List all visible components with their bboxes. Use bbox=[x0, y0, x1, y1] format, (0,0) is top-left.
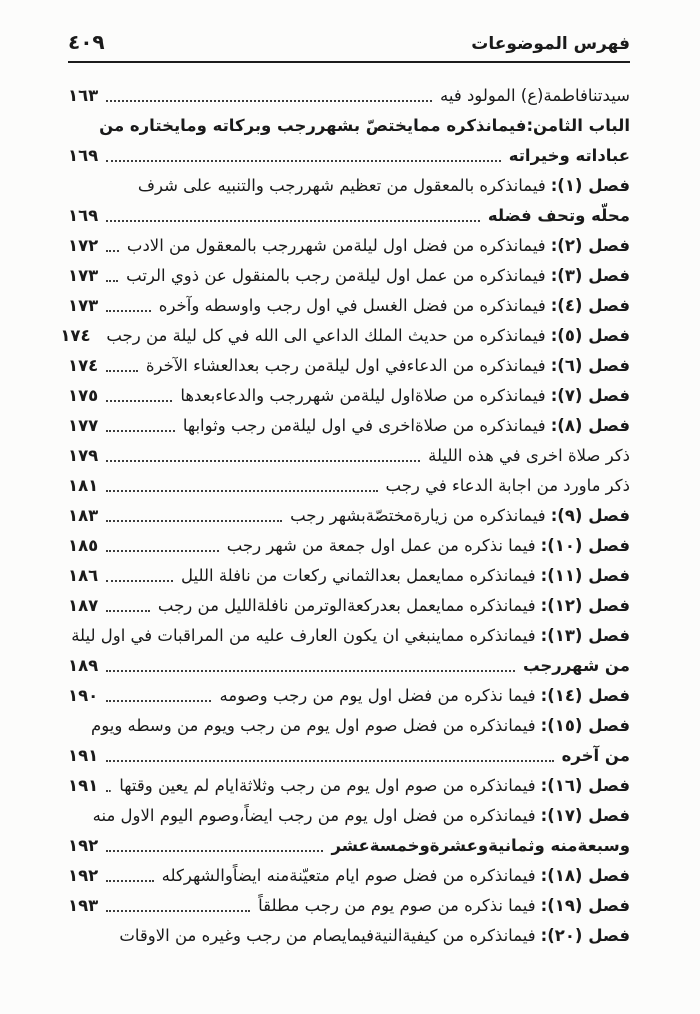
dot-leader bbox=[106, 430, 175, 432]
toc-entry-page-number: ١٨٥ bbox=[68, 535, 99, 555]
toc-entry-text: فيمانذكره من فضل صوم ايام متعيّنةمنه ايضاًوالشهركله bbox=[161, 865, 536, 885]
toc-entry-prefix: فصل (١): bbox=[550, 175, 630, 195]
dot-leader bbox=[106, 880, 154, 882]
toc-entry-text: فيمانذكره ممايعمل بعدركعةالوترمن نافلةالليل من رجب bbox=[157, 595, 536, 615]
toc-entry-page-number: ١٨٧ bbox=[68, 595, 99, 615]
dot-leader bbox=[106, 520, 282, 522]
toc-row bbox=[68, 410, 630, 440]
toc-row bbox=[68, 590, 630, 620]
toc-entry-text: ذكر ماورد من اجابة الدعاء في رجب bbox=[385, 475, 630, 495]
toc-entry-page-number: ١٩٣ bbox=[68, 895, 99, 915]
toc-row bbox=[68, 800, 630, 830]
toc-entry-page-number: ١٧٧ bbox=[68, 415, 99, 435]
toc-entry-text: فيما نذكره من صوم يوم من رجب مطلقاً bbox=[258, 895, 536, 915]
toc-row bbox=[68, 140, 630, 170]
toc-entry-text: ذكر صلاة اخرى في هذه الليلة bbox=[428, 445, 630, 465]
toc-entry-text: محلّه وتحف فضله bbox=[487, 205, 630, 225]
toc-entry-text: فيمانذكره من فضل اول ليلةمن شهررجب بالمعقول من الادب bbox=[126, 235, 546, 255]
toc-entry-prefix: فصل (١٥): bbox=[540, 715, 630, 735]
toc-entry-prefix: فصل (٩): bbox=[550, 505, 630, 525]
toc-entry-text: فيما نذكره من عمل اول جمعة من شهر رجب bbox=[226, 535, 536, 555]
toc-entry-text: فيمانذكره ممايعمل بعدالثماني ركعات من نافلة الليل bbox=[181, 565, 536, 585]
toc-row bbox=[68, 530, 630, 560]
dot-leader bbox=[106, 910, 250, 912]
toc-row bbox=[68, 650, 630, 680]
toc-entry-prefix: فصل (٤): bbox=[550, 295, 630, 315]
toc-row bbox=[68, 290, 630, 320]
toc-row bbox=[68, 170, 630, 200]
toc-entry-page-number: ١٩١ bbox=[68, 745, 99, 765]
toc-entry-prefix: فصل (٢): bbox=[550, 235, 630, 255]
toc-entry-prefix: فصل (١٩): bbox=[540, 895, 630, 915]
toc-entry-page-number: ١٩٠ bbox=[68, 685, 99, 705]
toc-entry-page-number: ١٦٩ bbox=[68, 145, 99, 165]
dot-leader bbox=[106, 550, 219, 552]
toc-row bbox=[68, 770, 630, 800]
toc-entry-page-number: ١٨٣ bbox=[68, 505, 99, 525]
toc-entry-prefix: فصل (١٣): bbox=[540, 625, 630, 645]
toc-list bbox=[60, 80, 630, 950]
toc-entry-prefix: فصل (٦): bbox=[550, 355, 630, 375]
dot-leader bbox=[106, 310, 151, 312]
toc-entry-text: فيمانذكره مماينبغي ان يكون العارف عليه من المراقبات في اول ليلة bbox=[71, 625, 536, 645]
toc-entry-prefix: فصل (٣): bbox=[550, 265, 630, 285]
toc-entry-page-number: ١٧٩ bbox=[68, 445, 99, 465]
toc-entry-prefix: فصل (٧): bbox=[550, 385, 630, 405]
toc-entry-page-number: ١٧٢ bbox=[68, 235, 99, 255]
toc-entry-page-number: ١٧٤ bbox=[68, 355, 99, 375]
header-rule bbox=[68, 61, 630, 63]
toc-entry-prefix: فصل (١٤): bbox=[540, 685, 630, 705]
toc-entry-prefix: فصل (٢٠): bbox=[540, 925, 630, 945]
dot-leader bbox=[106, 700, 211, 702]
dot-leader bbox=[106, 670, 515, 672]
toc-entry-page-number: ١٩١ bbox=[68, 775, 99, 795]
toc-row bbox=[68, 620, 630, 650]
toc-entry-page-number: ١٧٥ bbox=[68, 385, 99, 405]
toc-entry-text: فيمانذكره من صوم اول يوم من رجب وثلاثةايام لم يعين وقتها bbox=[119, 775, 536, 795]
toc-row bbox=[68, 200, 630, 230]
dot-leader bbox=[106, 580, 173, 582]
toc-entry-prefix: فصل (١٧): bbox=[540, 805, 630, 825]
toc-row bbox=[68, 470, 630, 500]
toc-row bbox=[68, 500, 630, 530]
toc-entry-prefix: فصل (١٢): bbox=[540, 595, 630, 615]
toc-entry-text: فيمانذكره بالمعقول من تعظيم شهررجب والتنبيه على شرف bbox=[137, 175, 546, 195]
page-header-title: فهرس الموضوعات bbox=[471, 34, 630, 54]
toc-entry-text: عباداته وخيراته bbox=[508, 145, 630, 165]
dot-leader bbox=[106, 850, 323, 852]
toc-entry-page-number: ١٨٦ bbox=[68, 565, 99, 585]
dot-leader bbox=[106, 100, 432, 102]
dot-leader bbox=[106, 490, 378, 492]
toc-row bbox=[68, 680, 630, 710]
toc-row bbox=[68, 80, 630, 110]
dot-leader bbox=[106, 790, 111, 792]
dot-leader bbox=[106, 220, 480, 222]
toc-row bbox=[60, 320, 630, 350]
toc-row bbox=[68, 560, 630, 590]
toc-entry-text: فيمانذكره من حديث الملك الداعي الى الله في كل ليلة من رجب bbox=[106, 325, 546, 345]
toc-entry-text: وسبعةمنه وثمانيةوعشرةوخمسةعشر bbox=[331, 835, 630, 855]
toc-entry-text: فيمانذكره من فضل الغسل في اول رجب واوسطه وآخره bbox=[158, 295, 546, 315]
toc-row bbox=[68, 230, 630, 260]
toc-entry-text: فيمانذكره من الدعاءفي اول ليلةمن رجب بعدالعشاء الآخرة bbox=[145, 355, 546, 375]
toc-entry-page-number: ١٨١ bbox=[68, 475, 99, 495]
toc-row bbox=[68, 710, 630, 740]
toc-entry-text: فيما نذكره من فضل اول يوم من رجب وصومه bbox=[219, 685, 536, 705]
dot-leader bbox=[106, 370, 138, 372]
toc-entry-text: فيمانذكره من صلاةاخرى في اول ليلةمن رجب وثوابها bbox=[182, 415, 546, 435]
toc-entry-text: الباب الثامن:فيمانذكره ممايختصّ بشهررجب وبركاته ومايختاره من bbox=[99, 115, 630, 135]
toc-entry-prefix: فصل (١١): bbox=[540, 565, 630, 585]
toc-row bbox=[68, 440, 630, 470]
toc-entry-text: من آخره bbox=[561, 745, 630, 765]
toc-row bbox=[68, 380, 630, 410]
toc-entry-page-number: ١٦٩ bbox=[68, 205, 99, 225]
toc-entry-prefix: فصل (٥): bbox=[550, 325, 630, 345]
page-header bbox=[68, 26, 630, 54]
toc-entry-prefix: فصل (١٦): bbox=[540, 775, 630, 795]
toc-entry-text: فيمانذكره من زيارةمختصّةبشهر رجب bbox=[290, 505, 546, 525]
toc-row bbox=[68, 920, 630, 950]
toc-row bbox=[68, 740, 630, 770]
dot-leader bbox=[106, 610, 150, 612]
toc-entry-page-number: ١٩٢ bbox=[68, 865, 99, 885]
toc-entry-prefix: فصل (١٠): bbox=[540, 535, 630, 555]
toc-entry-prefix: فصل (١٨): bbox=[540, 865, 630, 885]
toc-entry-page-number: ١٨٩ bbox=[68, 655, 99, 675]
toc-entry-page-number: ١٧٣ bbox=[68, 295, 99, 315]
toc-entry-page-number: ١٧٤ bbox=[60, 325, 91, 345]
toc-entry-page-number: ١٩٢ bbox=[68, 835, 99, 855]
dot-leader bbox=[106, 280, 118, 282]
toc-row bbox=[68, 890, 630, 920]
toc-entry-page-number: ١٦٣ bbox=[68, 85, 99, 105]
dot-leader bbox=[106, 160, 501, 162]
toc-row bbox=[68, 110, 630, 140]
toc-row bbox=[68, 860, 630, 890]
toc-row bbox=[68, 830, 630, 860]
toc-entry-text: فيمانذكره من فضل اول يوم من رجب ايضاً،وصوم اليوم الاول منه bbox=[92, 805, 536, 825]
toc-entry-text: سيدتنافاطمة(ع) المولود فيه bbox=[440, 85, 630, 105]
page-number: ٤٠٩ bbox=[68, 30, 105, 54]
dot-leader bbox=[106, 250, 119, 252]
dot-leader bbox=[106, 760, 554, 762]
toc-entry-prefix: فصل (٨): bbox=[550, 415, 630, 435]
toc-entry-page-number: ١٧٣ bbox=[68, 265, 99, 285]
dot-leader bbox=[106, 400, 172, 402]
toc-entry-text: فيمانذكره من عمل اول ليلةمن رجب بالمنقول عن ذوي الرتب bbox=[126, 265, 546, 285]
toc-row bbox=[68, 350, 630, 380]
toc-entry-text: من شهررجب bbox=[522, 655, 630, 675]
toc-row bbox=[68, 260, 630, 290]
toc-entry-text: فيمانذكره من كيفيةالنيةفيمايصام من رجب وغيره من الاوقات bbox=[119, 925, 536, 945]
toc-entry-text: فيمانذكره من فضل صوم اول يوم من رجب ويوم من وسطه ويوم bbox=[90, 715, 536, 735]
toc-entry-text: فيمانذكره من صلاةاول ليلةمن شهررجب والدعاءبعدها bbox=[180, 385, 546, 405]
dot-leader bbox=[106, 460, 420, 462]
